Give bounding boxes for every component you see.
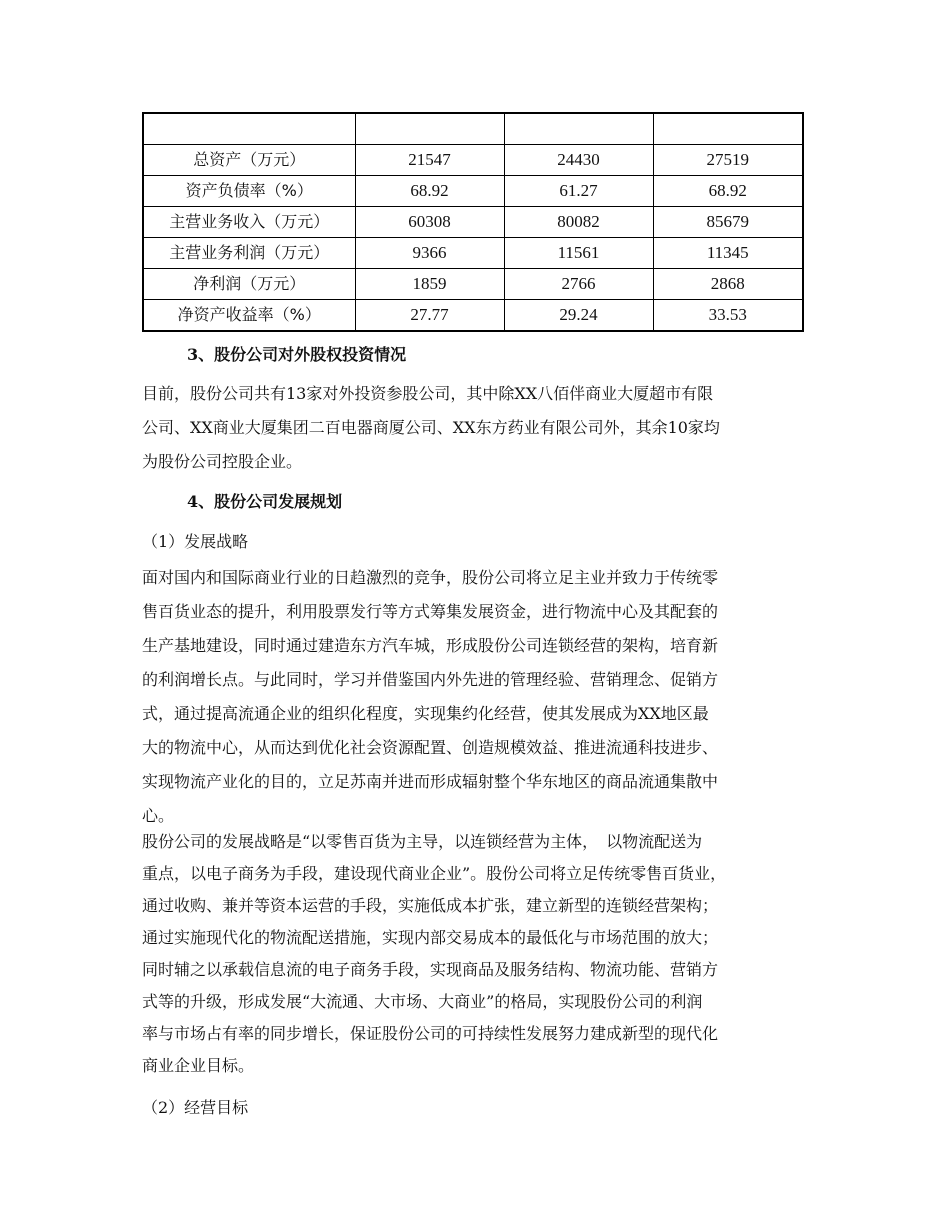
paragraph-line: 目前，股份公司共有13家对外投资参股公司，其中除XX八佰伴商业大厦超市有限 xyxy=(142,384,714,403)
strategy-paragraph-2 xyxy=(142,826,726,1082)
table-cell: 29.24 xyxy=(504,300,653,332)
paragraph-line: 的利润增长点。与此同时，学习并借鉴国内外先进的管理经验、营销理念、促销方 xyxy=(142,670,719,689)
paragraph-line: 式等的升级，形成发展“大流通、大市场、大商业”的格局，实现股份公司的利润 xyxy=(142,992,703,1011)
table-cell: 80082 xyxy=(504,207,653,238)
section4-heading: 4、股份公司发展规划 xyxy=(187,492,343,511)
paragraph-line: 心。 xyxy=(142,806,175,825)
row-label: 主营业务利润（万元） xyxy=(143,238,355,269)
strategy-paragraph xyxy=(142,561,718,833)
section3-paragraph xyxy=(142,377,720,479)
table-cell: 9366 xyxy=(355,238,504,269)
row-label: 资产负债率（%） xyxy=(143,176,355,207)
table-row xyxy=(143,269,803,300)
paragraph-line: 为股份公司控股企业。 xyxy=(142,452,303,471)
table-row xyxy=(143,207,803,238)
table-cell: 24430 xyxy=(504,145,653,176)
financial-table xyxy=(142,112,804,332)
paragraph-line: 同时辅之以承载信息流的电子商务手段，实现商品及服务结构、物流功能、营销方 xyxy=(142,960,719,979)
table-cell: 68.92 xyxy=(653,176,803,207)
paragraph-line: 大的物流中心，从而达到优化社会资源配置、创造规模效益、推进流通科技进步、 xyxy=(142,738,719,757)
paragraph-line: 商业企业目标。 xyxy=(142,1056,255,1075)
table-header-row xyxy=(143,113,803,145)
table-cell: 60308 xyxy=(355,207,504,238)
table-header-cell xyxy=(143,113,355,145)
row-label: 净资产收益率（%） xyxy=(143,300,355,332)
table-cell: 2766 xyxy=(504,269,653,300)
row-label: 总资产（万元） xyxy=(143,145,355,176)
table-row xyxy=(143,145,803,176)
paragraph-line: 重点，以电子商务为手段，建设现代商业企业”。股份公司将立足传统零售百货业， xyxy=(142,864,727,883)
paragraph-line: 通过收购、兼并等资本运营的手段，实施低成本扩张，建立新型的连锁经营架构； xyxy=(142,896,719,915)
table-header-cell xyxy=(653,113,803,145)
table-header-cell xyxy=(504,113,653,145)
paragraph-line: 生产基地建设，同时通过建造东方汽车城，形成股份公司连锁经营的架构，培育新 xyxy=(142,636,719,655)
table-cell: 11561 xyxy=(504,238,653,269)
table-cell: 68.92 xyxy=(355,176,504,207)
row-label: 净利润（万元） xyxy=(143,269,355,300)
paragraph-line: 面对国内和国际商业行业的日趋激烈的竞争，股份公司将立足主业并致力于传统零 xyxy=(142,568,719,587)
paragraph-line: 股份公司的发展战略是“以零售百货为主导，以连锁经营为主体， 以物流配送为 xyxy=(142,832,703,851)
table-cell: 85679 xyxy=(653,207,803,238)
paragraph-line: 通过实施现代化的物流配送措施，实现内部交易成本的最低化与市场范围的放大； xyxy=(142,928,719,947)
table-cell: 11345 xyxy=(653,238,803,269)
table-cell: 27.77 xyxy=(355,300,504,332)
table-cell: 2868 xyxy=(653,269,803,300)
goals-subheading: （2）经营目标 xyxy=(142,1098,249,1117)
table-cell: 21547 xyxy=(355,145,504,176)
table-header-cell xyxy=(355,113,504,145)
table-cell: 27519 xyxy=(653,145,803,176)
paragraph-line: 实现物流产业化的目的，立足苏南并进而形成辐射整个华东地区的商品流通集散中 xyxy=(142,772,719,791)
paragraph-line: 率与市场占有率的同步增长，保证股份公司的可持续性发展努力建成新型的现代化 xyxy=(142,1024,719,1043)
table-row xyxy=(143,300,803,332)
paragraph-line: 公司、XX商业大厦集团二百电器商厦公司、XX东方药业有限公司外，其余10家均 xyxy=(142,418,720,437)
section3-heading: 3、股份公司对外股权投资情况 xyxy=(187,345,407,364)
table-row xyxy=(143,176,803,207)
table-cell: 1859 xyxy=(355,269,504,300)
table-row xyxy=(143,238,803,269)
paragraph-line: 式，通过提高流通企业的组织化程度，实现集约化经营，使其发展成为XX地区最 xyxy=(142,704,709,723)
table-cell: 61.27 xyxy=(504,176,653,207)
table-cell: 33.53 xyxy=(653,300,803,332)
paragraph-line: 售百货业态的提升，利用股票发行等方式筹集发展资金，进行物流中心及其配套的 xyxy=(142,602,719,621)
strategy-subheading: （1）发展战略 xyxy=(142,532,249,551)
row-label: 主营业务收入（万元） xyxy=(143,207,355,238)
